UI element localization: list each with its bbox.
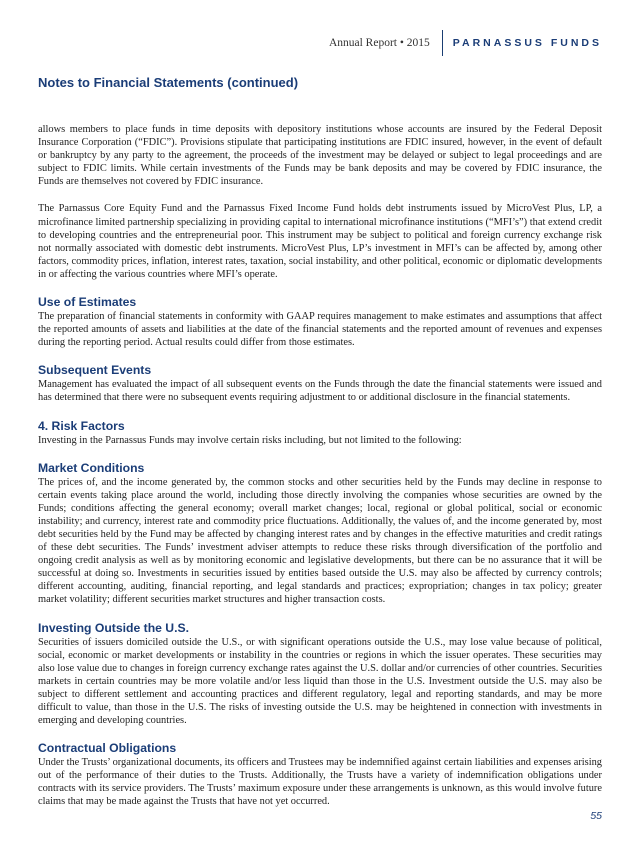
page-header	[329, 30, 602, 56]
report-label: Annual Report • 2015	[328, 37, 430, 49]
header-divider	[442, 30, 443, 56]
section-text-use-of-estimates: The preparation of financial statements in conformity with GAAP requires management to make estimates and assumptions that affect the reported amounts of assets and liabilities at the date of the financial statements and the reported amount of revenues and expenses during the reporting period. Actual results could differ from those estimates.	[38, 311, 602, 349]
paragraph-fdic: allows members to place funds in time deposits with depository institutions whose accounts are insured by the Federal Deposit Insurance Corporation (“FDIC”). Provisions stipulate that participating institutions are FDIC insured, however, in the event of default or bankruptcy by any party to the agreement, the proceeds of the investment may be delayed or subject to legal proceedings and are subject to FDIC limits. While certain investments of the Funds may be bank deposits and may be covered by FDIC insurance, the Funds are themselves not covered by FDIC insurance.	[38, 124, 602, 188]
section-heading-market-conditions: Market Conditions	[38, 460, 145, 475]
section-text-investing-outside-us: Securities of issuers domiciled outside the U.S., or with significant operations outside the U.S., may lose value because of political, social, economic or market developments or instability in the countries or regions in which the issuer operates. These securities may also lose value due to changes in foreign currency exchange rates against the U.S. dollar and/or currencies of other countries. Securities markets in certain countries may be more volatile and/or less liquid than those in the U.S. Investment outside the U.S. may also be subject to different settlement and accounting practices and different regulatory, legal and reporting standards, and may be more difficult to value, than those in the U.S. The risks of investing outside the U.S. may be heightened in connection with investments in emerging and developing countries.	[38, 636, 602, 727]
paragraph-microvest: The Parnassus Core Equity Fund and the Parnassus Fixed Income Fund holds debt instruments issued by MicroVest Plus, LP, a microfinance limited partnership specializing in providing capital to international microfinance institutions (“MFI’s”) that extend credit to developing countries and the entrepreneurial poor. This instrument may be subject to political and foreign currency exchange risk not normally associated with domestic debt instruments. MicroVest Plus, LP’s investment in MFI’s can be affected by, among other factors, commodity prices, inflation, interest rates, taxation, social instability, and other political, economic or diplomatic developments in or affecting the various countries where MFI’s operate.	[38, 203, 602, 280]
section-heading-contractual-obligations: Contractual Obligations	[38, 741, 177, 756]
section-heading-use-of-estimates: Use of Estimates	[38, 295, 137, 310]
section-heading-risk-factors: 4. Risk Factors	[38, 418, 125, 433]
page-title: Notes to Financial Statements (continued)	[38, 75, 299, 90]
brand-name: PARNASSUS FUNDS	[452, 37, 602, 49]
page-number: 55	[590, 810, 602, 822]
section-heading-investing-outside-us: Investing Outside the U.S.	[38, 620, 190, 635]
section-text-contractual-obligations: Under the Trusts’ organizational documents, its officers and Trustees may be indemnified against certain liabilities and expenses arising out of the performance of their duties to the Trusts. Additionally, the Trusts have a variety of indemnification obligations under contracts with its service providers. The Trusts’ maximum exposure under these arrangements is unknown, as this would involve future claims that may be made against the Trusts that have not yet occurred.	[38, 757, 602, 808]
section-text-risk-factors: Investing in the Parnassus Funds may involve certain risks including, but not limited to the following:	[38, 434, 462, 446]
document-body	[38, 123, 602, 823]
section-text-market-conditions: The prices of, and the income generated by, the common stocks and other securities held by the Funds may decline in response to certain events taking place around the world, including those directly involving the companies whose securities are owned by the Funds; conditions affecting the general economy; overall market changes; local, regional or global political, social or economic instability; and currency, interest rate and commodity price fluctuations. Additionally, the values of, and the income generated by, most debt securities held by the Fund may be affected by changing interest rates and by changes in the effective maturities and credit ratings of these debt securities. The Funds’ investment adviser attempts to reduce these risks through diversification of the portfolio and ongoing credit analysis as well as by monitoring economic and legislative developments, but there can be no assurance that it will be successful at doing so. Investments in securities issued by entities based outside the U.S. may also be affected by currency controls; different accounting, auditing, financial reporting, and legal standards and practices; expropriation; changes in tax policy; greater market volatility; different securities market structures and higher transaction costs.	[38, 476, 602, 606]
section-heading-subsequent-events: Subsequent Events	[38, 363, 152, 378]
section-text-subsequent-events: Management has evaluated the impact of all subsequent events on the Funds through the date the financial statements were issued and has determined that there were no subsequent events requiring adjustment to or additional disclosure in the financial statements.	[38, 379, 602, 404]
